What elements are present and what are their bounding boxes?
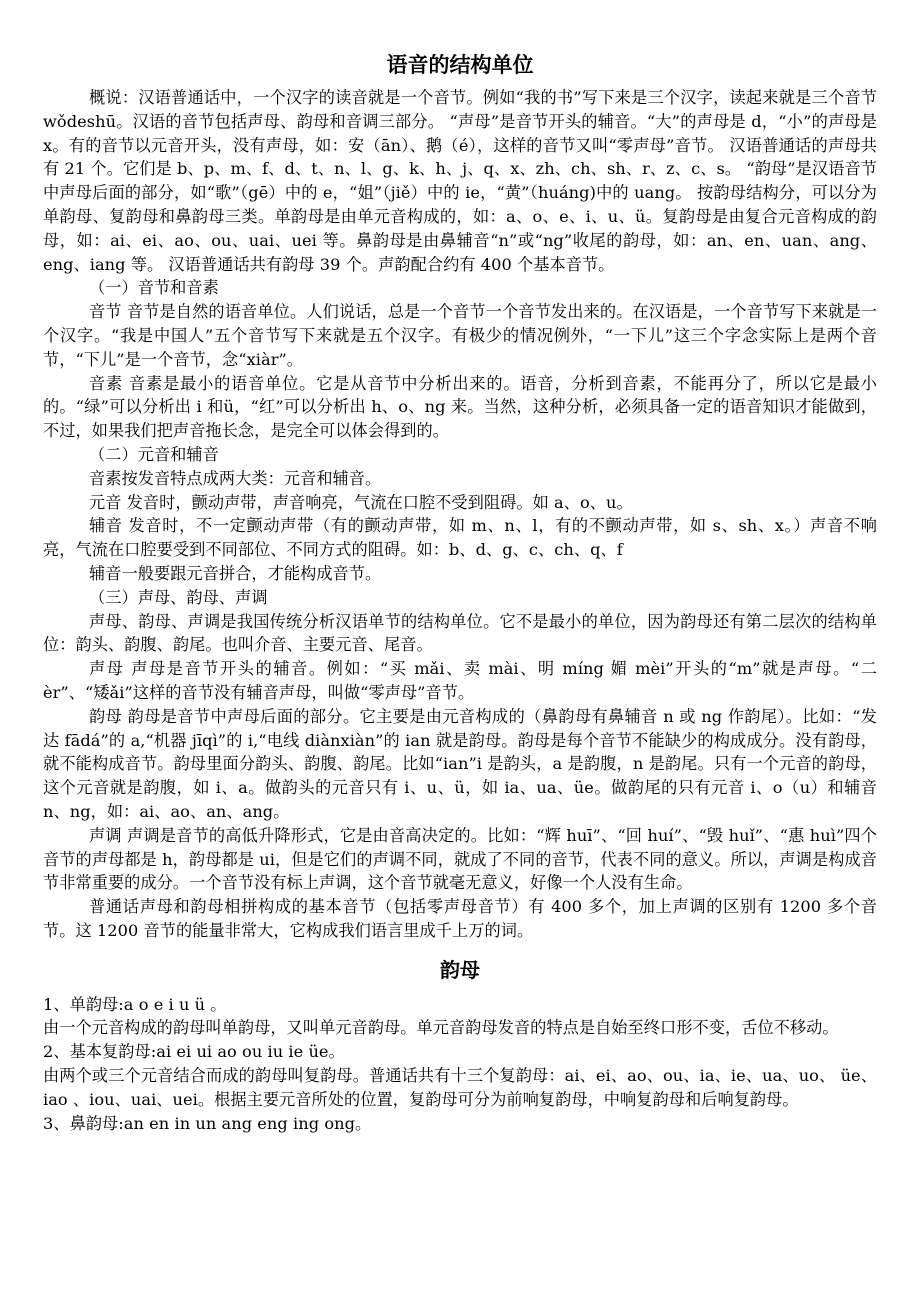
consonant-paragraph: 辅音 发音时，不一定颤动声带（有的颤动声带，如 m、n、l，有的不颤动声带，如 s、sh、x。）声音不响亮，气流在口腔要受到不同部位、不同方式的阻碍。如：b、d、g、c、ch、q、f (43, 516, 877, 560)
document-page (43, 50, 877, 1135)
phoneme-paragraph: 音素 音素是最小的语音单位。它是从音节中分析出来的。语音，分析到音素，不能再分了，所以它是最小的。“绿”可以分析出 i 和ü，“红”可以分析出 h、o、ng 来。当然，这种分析，必须具备一定的语音知识才能做到，不过，如果我们把声音拖长念，是完全可以体会得到的。 (43, 373, 877, 441)
section-title-finals: 韵母 (440, 957, 480, 982)
nasal-finals-heading: 3、鼻韵母:an en in un ang eng ing ong。 (43, 1113, 372, 1133)
syllable-count-paragraph: 普通话声母和韵母相拼构成的基本音节（包括零声母音节）有 400 多个，加上声调的区别有 1200 多个音节。这 1200 音节的能量非常大，它构成我们语言里成千上万的词。 (43, 897, 877, 940)
tone-paragraph: 声调 声调是音节的高低升降形式，它是由音高决定的。比如：“辉 huī”、“回 huí”、“毁 huǐ”、“惠 huì”四个音节的声母都是 h，韵母都是 ui，但是它们的声调不同，就成了不同的音节，代表不同的意义。所以，声调是构成音节非常重要的成分。一个音节没有标上声调，这个音节就毫无意义，好像一个人没有生命。 (43, 825, 877, 893)
vowel-paragraph: 元音 发音时，颤动声带，声音响亮，气流在口腔不受到阻碍。如 a、o、u。 (89, 492, 633, 512)
compound-finals-heading: 2、基本复韵母:ai ei ui ao ou iu ie üe。 (43, 1042, 345, 1062)
subsection-heading-syllable-phoneme: （一）音节和音素 (89, 278, 219, 298)
simple-finals-paragraph: 由一个元音构成的韵母叫单韵母，又叫单元音韵母。单元音韵母发音的特点是自始至终口形不变，舌位不移动。 (43, 1018, 839, 1038)
subsection-heading-initial-final-tone: （三）声母、韵母、声调 (89, 587, 268, 607)
syllable-paragraph: 音节 音节是自然的语音单位。人们说话，总是一个音节一个音节发出来的。在汉语是，一个音节写下来就是一个汉字。“我是中国人”五个音节写下来就是五个汉字。有极少的情况例外，“一下儿”这三个字念实际上是两个音节，“下儿”是一个音节，念“xiàr”。 (43, 302, 877, 369)
initial-paragraph: 声母 声母是音节开头的辅音。例如：“买 mǎi、卖 mài、明 míng 媚 mèi”开头的“m”就是声母。“二èr”、“矮ǎi”这样的音节没有辅音声母，叫做“零声母”音节。 (43, 659, 877, 702)
simple-finals-heading: 1、单韵母:a o e i u ü 。 (43, 994, 227, 1014)
consonant-combine-paragraph: 辅音一般要跟元音拼合，才能构成音节。 (89, 563, 382, 583)
document-title: 语音的结构单位 (386, 53, 534, 77)
phoneme-types-paragraph: 音素按发音特点成两大类：元音和辅音。 (89, 468, 382, 488)
compound-finals-paragraph: 由两个或三个元音结合而成的韵母叫复韵母。普通话共有十三个复韵母：ai、ei、ao、ou、ia、ie、ua、uo、 üe、iao 、iou、uai、uei。根据主要元音所处的位置，复韵母可分为前响复韵母，中响复韵母和后响复韵母。 (43, 1066, 877, 1109)
final-paragraph: 韵母 韵母是音节中声母后面的部分。它主要是由元音构成的（鼻韵母有鼻辅音 n 或 ng 作韵尾）。比如：“发达 fādá”的 a,“机器 jīqì”的 i,“电线 diànxiàn”的 ian 就是韵母。韵母是每个音节不能缺少的构成成分。没有韵母，就不能构成音节。韵母里面分韵头、韵腹、韵尾。比如“ian”i 是韵头，a 是韵腹，n 是韵尾。只有一个元音的韵母，这个元音就是韵腹，如 i、a。做韵头的元音只有 i、u、ü，如 ia、ua、üe。做韵尾的只有元音 i、o（u）和辅音 n、ng，如：ai、ao、an、ang。 (43, 706, 877, 821)
initial-final-tone-paragraph: 声母、韵母、声调是我国传统分析汉语单节的结构单位。它不是最小的单位，因为韵母还有第二层次的结构单位：韵头、韵腹、韵尾。也叫介音、主要元音、尾音。 (43, 611, 877, 655)
subsection-heading-vowel-consonant: （二）元音和辅音 (89, 444, 219, 464)
overview-paragraph: 概说：汉语普通话中，一个汉字的读音就是一个音节。例如“我的书”写下来是三个汉字，读起来就是三个音节 wǒdeshū。汉语的音节包括声母、韵母和音调三部分。 “声母”是音节开头的辅音。“大”的声母是 d，“小”的声母是 x。有的音节以元音开头，没有声母，如：安（ān）、鹅（é），这样的音节又叫“零声母”音节。 汉语普通话的声母共有 21 个。它们是 b、p、m、f、d、t、n、l、g、k、h、j、q、x、zh、ch、sh、r、z、c、s。 “韵母”是汉语音节中声母后面的部分，如“歌”（gē）中的 e，“姐”（jiě）中的 ie，“黄”（huáng)中的 uang。 按韵母结构分，可以分为单韵母、复韵母和鼻韵母三类。单韵母是由单元音构成的，如：a、o、e、i、u、ü。复韵母是由复合元音构成的韵母，如：ai、ei、ao、ou、uai、uei 等。鼻韵母是由鼻辅音“n”或“ng”收尾的韵母，如：an、en、uan、ang、eng、iang 等。 汉语普通话共有韵母 39 个。声韵配合约有 400 个基本音节。 (43, 88, 877, 274)
